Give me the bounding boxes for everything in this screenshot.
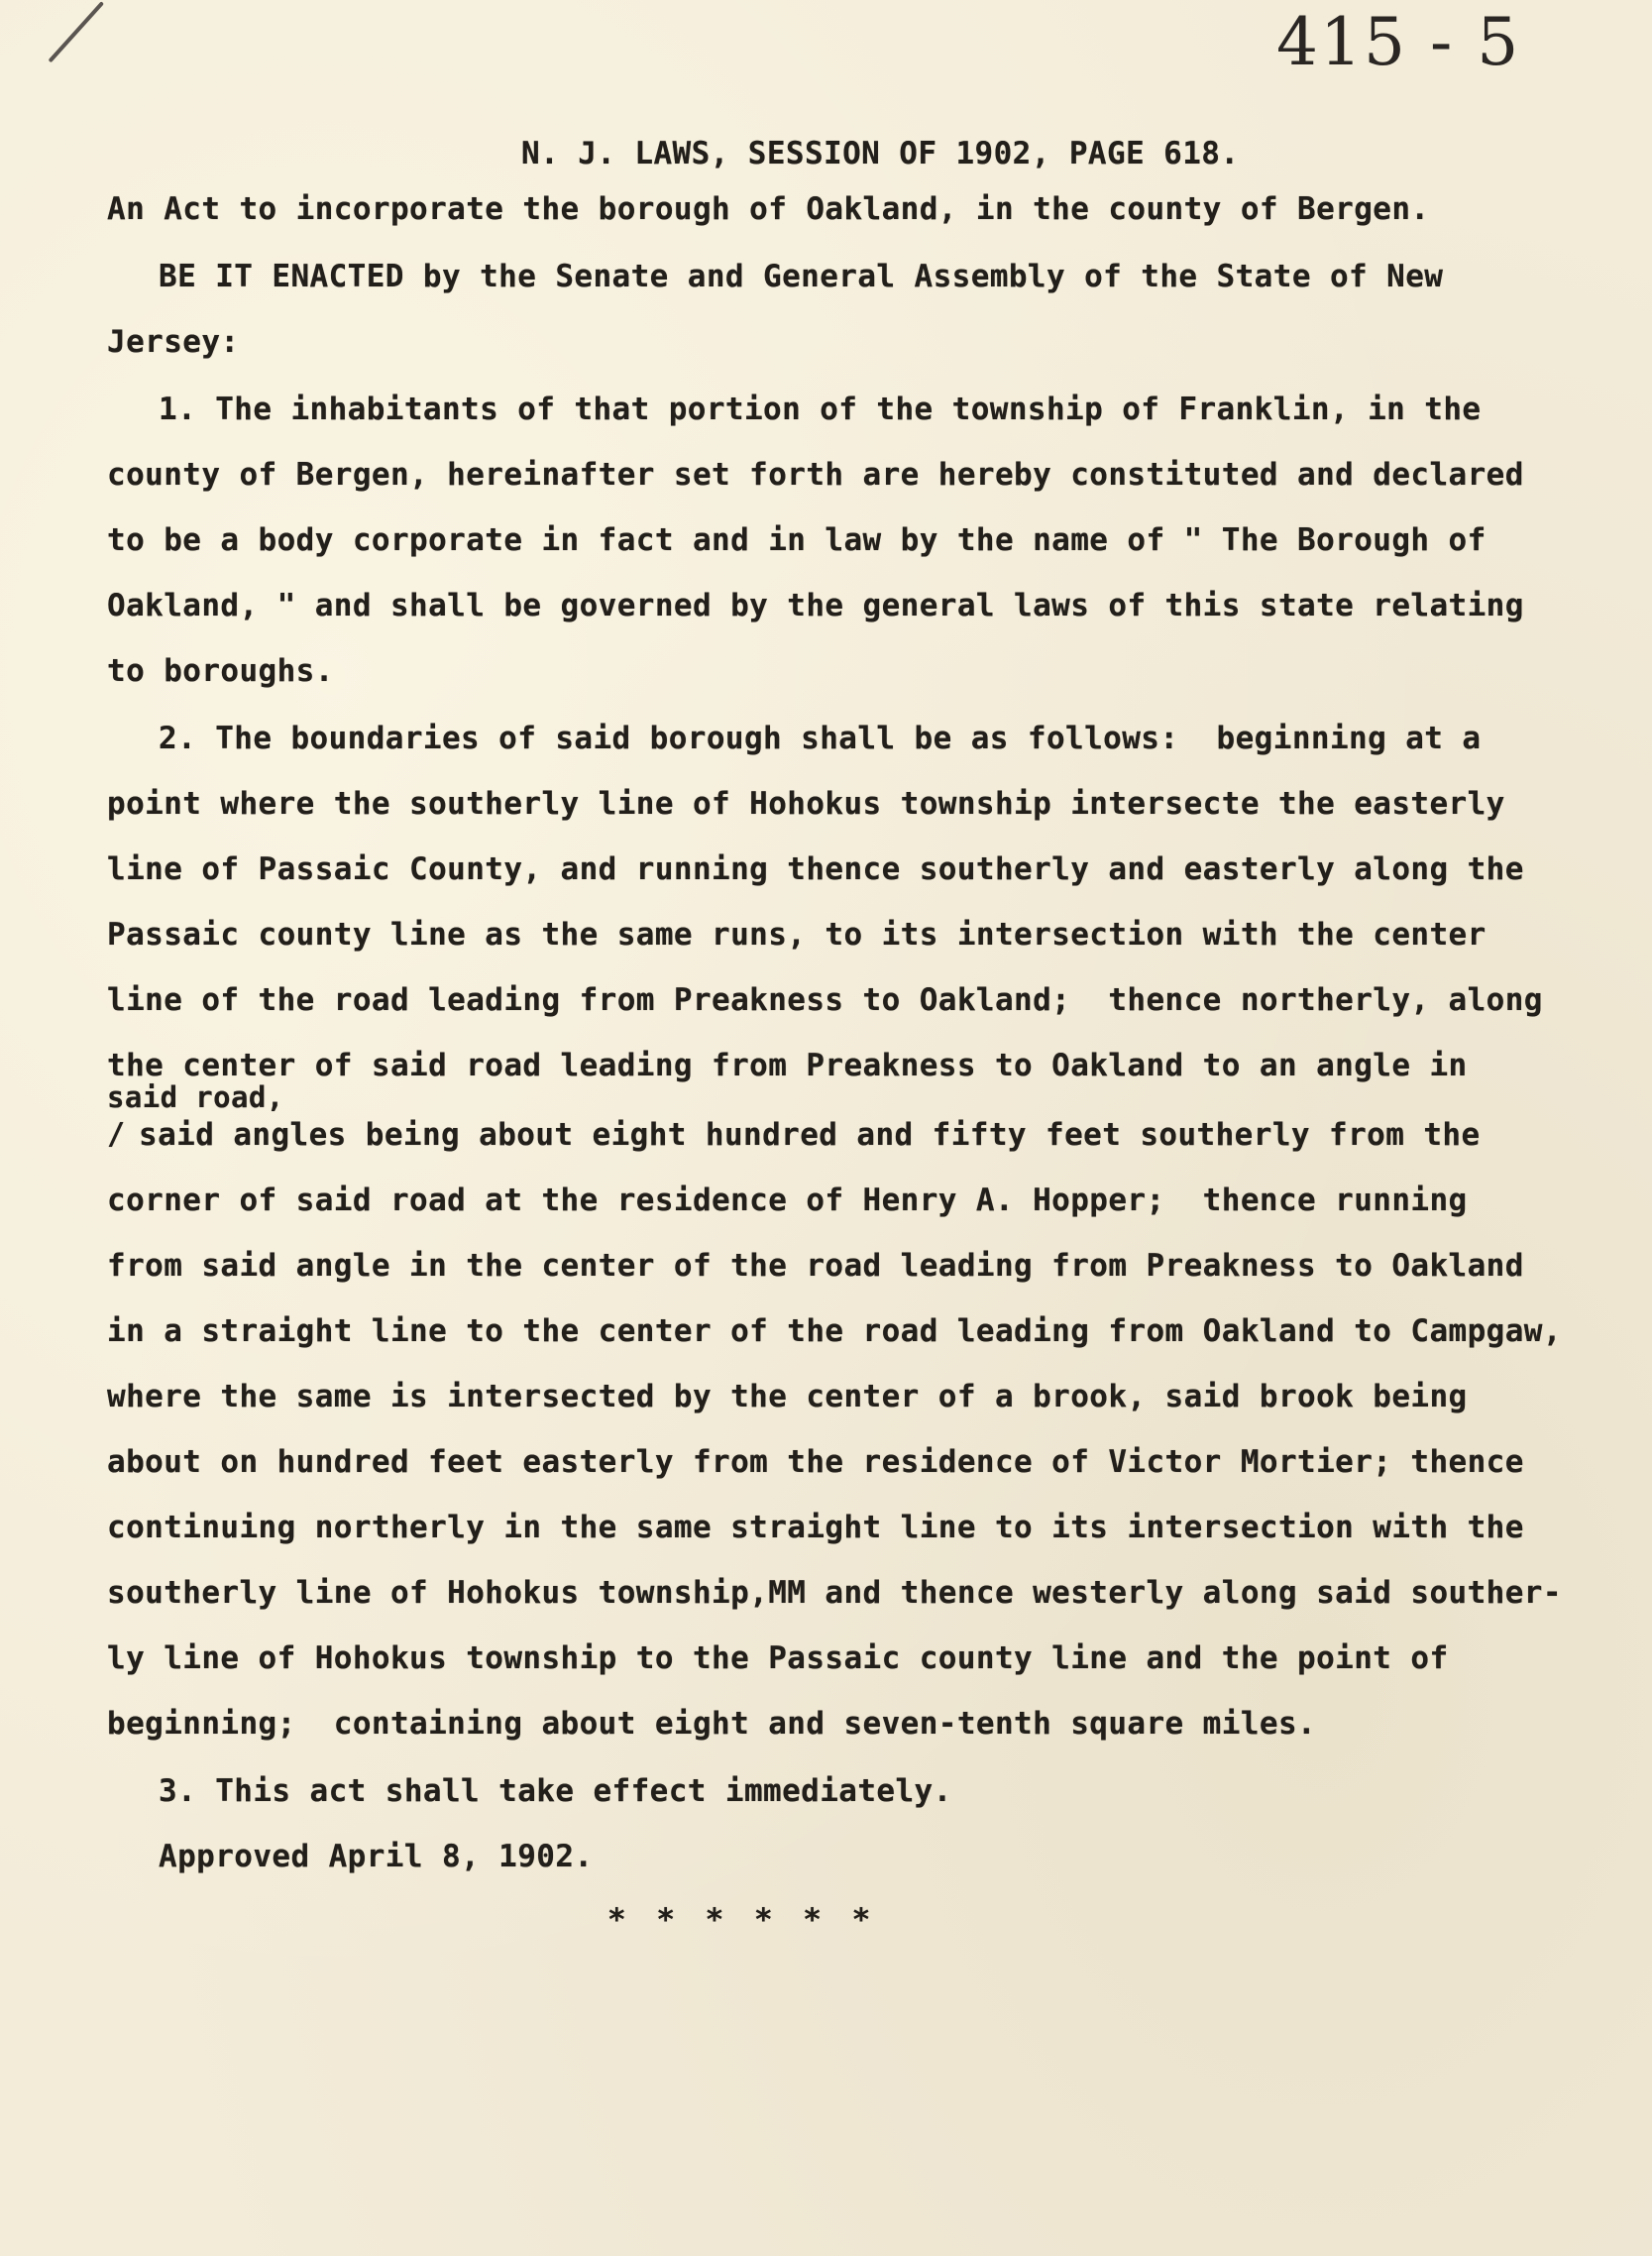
section-2-line: said angles being about eight hundred and fifty feet southerly from the: [139, 1117, 1481, 1153]
enacting-clause-line-1: BE IT ENACTED by the Senate and General Assembly of the State of New: [159, 259, 1444, 294]
section-2-line: beginning; containing about eight and seven-tenth square miles.: [107, 1706, 1317, 1742]
insertion-caret-icon: /: [107, 1117, 126, 1152]
enacting-clause-line-2: Jersey:: [107, 324, 240, 360]
section-1-line: 1. The inhabitants of that portion of the township of Franklin, in the: [159, 392, 1482, 427]
section-2-line: continuing northerly in the same straight line to its intersection with the: [107, 1510, 1524, 1545]
section-2-line: line of Passaic County, and running thence southerly and easterly along the: [107, 851, 1524, 887]
section-1-line: to be a body corporate in fact and in law by the name of " The Borough of: [107, 522, 1487, 558]
pen-mark: [49, 1, 105, 62]
section-2-line: line of the road leading from Preakness to Oakland; thence northerly, along: [107, 982, 1543, 1018]
section-2-line: from said angle in the center of the road leading from Preakness to Oakland: [107, 1248, 1524, 1284]
section-2-line: about on hundred feet easterly from the residence of Victor Mortier; thence: [107, 1444, 1524, 1480]
section-2-line: in a straight line to the center of the road leading from Oakland to Campgaw,: [107, 1313, 1562, 1349]
citation-header: N. J. LAWS, SESSION OF 1902, PAGE 618.: [521, 136, 1240, 171]
section-2-line: southerly line of Hohokus township,MM and thence westerly along said souther-: [107, 1575, 1562, 1611]
section-2-line: the center of said road leading from Preakness to Oakland to an angle in: [107, 1048, 1468, 1083]
section-1-line: to boroughs.: [107, 653, 334, 689]
section-2-line: Passaic county line as the same runs, to its intersection with the center: [107, 917, 1487, 953]
section-2-line: corner of said road at the residence of Henry A. Hopper; thence running: [107, 1183, 1468, 1218]
section-2-line: 2. The boundaries of said borough shall be as follows: beginning at a: [159, 721, 1482, 756]
separator-asterisks: * * * * * *: [607, 1902, 877, 1938]
section-1-line: county of Bergen, hereinafter set forth are hereby constituted and declared: [107, 457, 1524, 493]
section-3: 3. This act shall take effect immediately.: [159, 1773, 952, 1809]
section-2-line: point where the southerly line of Hohokus township intersecte the easterly: [107, 786, 1505, 822]
handwritten-page-number: 415 - 5: [1276, 4, 1521, 80]
section-2-line: ly line of Hohokus township to the Passaic county line and the point of: [107, 1640, 1449, 1676]
approval-date: Approved April 8, 1902.: [159, 1839, 594, 1874]
inserted-text: said road,: [107, 1080, 284, 1114]
section-2-line: where the same is intersected by the center of a brook, said brook being: [107, 1379, 1468, 1414]
act-title: An Act to incorporate the borough of Oakland, in the county of Bergen.: [107, 191, 1430, 227]
section-1-line: Oakland, " and shall be governed by the general laws of this state relating: [107, 588, 1524, 623]
